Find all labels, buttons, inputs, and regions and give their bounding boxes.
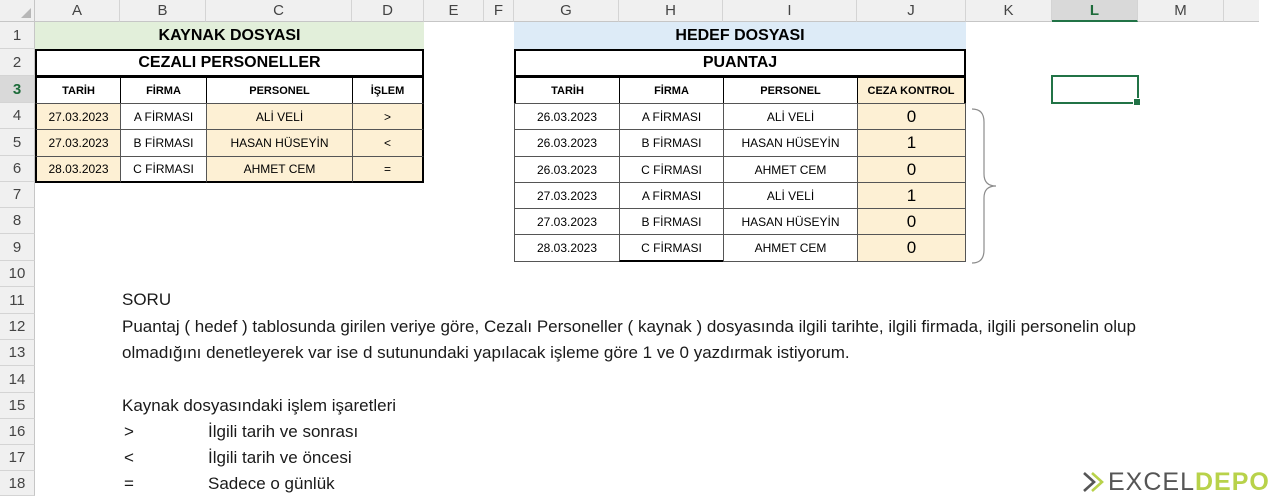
target-cell-personel[interactable]: ALİ VELİ	[723, 103, 858, 130]
row-header-18[interactable]: 18	[0, 471, 35, 496]
legend-text: İlgili tarih ve öncesi	[208, 448, 352, 467]
target-cell-firma[interactable]: A FİRMASI	[619, 182, 724, 209]
legend-symbol: =	[124, 474, 134, 493]
select-all-corner[interactable]	[0, 0, 35, 22]
target-cell-ceza-kontrol[interactable]: 1	[857, 182, 966, 209]
target-header-ceza-kontrol: CEZA KONTROL	[857, 77, 966, 104]
target-cell-tarih[interactable]: 28.03.2023	[514, 234, 620, 262]
source-cell-personel[interactable]: HASAN HÜSEYİN	[206, 129, 353, 157]
source-cell-firma[interactable]: B FİRMASI	[120, 129, 207, 157]
target-cell-personel[interactable]: AHMET CEM	[723, 234, 858, 262]
legend-text: Sadece o günlük	[208, 474, 335, 493]
column-header-f[interactable]: F	[484, 0, 514, 22]
question-label: SORU	[122, 290, 172, 309]
question-line-1: Puantaj ( hedef ) tablosunda girilen veriye göre, Cezalı Personeller ( kaynak ) dosyasında ilgili tarihte, ilgili firmada, ilgili personelin olup	[122, 317, 1136, 336]
row-header-6[interactable]: 6	[0, 156, 35, 182]
target-cell-firma[interactable]: B FİRMASI	[619, 129, 724, 157]
target-cell-tarih[interactable]: 26.03.2023	[514, 129, 620, 157]
source-cell-islem[interactable]: >	[352, 103, 424, 130]
logo-mark-icon	[1082, 471, 1108, 493]
row-header-3[interactable]: 3	[0, 76, 35, 103]
column-header-b[interactable]: B	[120, 0, 206, 22]
source-cell-tarih[interactable]: 28.03.2023	[35, 156, 121, 183]
column-header-m[interactable]: M	[1138, 0, 1224, 22]
row-header-11[interactable]: 11	[0, 287, 35, 314]
target-header-firma: FİRMA	[619, 77, 724, 104]
legend-text: İlgili tarih ve sonrası	[208, 422, 359, 441]
row-header-17[interactable]: 17	[0, 445, 35, 471]
column-header-a[interactable]: A	[35, 0, 120, 22]
source-banner: KAYNAK DOSYASI	[35, 22, 424, 49]
target-cell-tarih[interactable]: 26.03.2023	[514, 156, 620, 183]
column-header-h[interactable]: H	[619, 0, 723, 22]
row-header-10[interactable]: 10	[0, 261, 35, 287]
target-cell-tarih[interactable]: 27.03.2023	[514, 182, 620, 209]
source-header-firma: FİRMA	[120, 77, 207, 104]
row-header-15[interactable]: 15	[0, 393, 35, 419]
source-cell-tarih[interactable]: 27.03.2023	[35, 103, 121, 130]
source-header-tarih: TARİH	[35, 77, 121, 104]
target-banner: HEDEF DOSYASI	[514, 22, 966, 49]
source-table-title: CEZALI PERSONELLER	[35, 49, 424, 77]
source-cell-firma[interactable]: A FİRMASI	[120, 103, 207, 130]
row-header-14[interactable]: 14	[0, 366, 35, 393]
row-header-4[interactable]: 4	[0, 103, 35, 129]
right-brace-icon	[970, 106, 1000, 266]
target-cell-tarih[interactable]: 26.03.2023	[514, 103, 620, 130]
row-header-7[interactable]: 7	[0, 182, 35, 208]
target-cell-firma[interactable]: C FİRMASI	[619, 156, 724, 183]
legend-symbol: >	[124, 422, 134, 441]
source-header-personel: PERSONEL	[206, 77, 353, 104]
target-cell-personel[interactable]: HASAN HÜSEYİN	[723, 208, 858, 235]
column-header-partial	[1224, 0, 1259, 22]
source-cell-firma[interactable]: C FİRMASI	[120, 156, 207, 183]
target-cell-ceza-kontrol[interactable]: 0	[857, 234, 966, 262]
row-header-16[interactable]: 16	[0, 419, 35, 445]
target-cell-ceza-kontrol[interactable]: 0	[857, 103, 966, 130]
column-header-l[interactable]: L	[1052, 0, 1138, 22]
column-header-d[interactable]: D	[352, 0, 424, 22]
row-header-2[interactable]: 2	[0, 49, 35, 76]
row-header-9[interactable]: 9	[0, 234, 35, 261]
target-table-title: PUANTAJ	[514, 49, 966, 77]
active-cell-l3[interactable]	[1051, 75, 1139, 104]
target-header-personel: PERSONEL	[723, 77, 858, 104]
target-cell-firma[interactable]: C FİRMASI	[619, 234, 724, 262]
column-header-e[interactable]: E	[424, 0, 484, 22]
target-cell-ceza-kontrol[interactable]: 0	[857, 208, 966, 235]
target-cell-personel[interactable]: AHMET CEM	[723, 156, 858, 183]
target-cell-tarih[interactable]: 27.03.2023	[514, 208, 620, 235]
row-header-8[interactable]: 8	[0, 208, 35, 234]
column-header-i[interactable]: I	[723, 0, 857, 22]
legend-title: Kaynak dosyasındaki işlem işaretleri	[122, 396, 397, 415]
source-header-islem: İŞLEM	[352, 77, 424, 104]
source-cell-personel[interactable]: AHMET CEM	[206, 156, 353, 183]
source-cell-islem[interactable]: =	[352, 156, 424, 183]
row-header-5[interactable]: 5	[0, 129, 35, 156]
logo-text-depo: DEPO	[1194, 467, 1270, 496]
legend-symbol: <	[124, 448, 134, 467]
row-header-13[interactable]: 13	[0, 340, 35, 366]
source-cell-tarih[interactable]: 27.03.2023	[35, 129, 121, 157]
fill-handle[interactable]	[1133, 98, 1141, 106]
excel-depo-logo	[1082, 468, 1270, 496]
target-header-tarih: TARİH	[514, 77, 620, 104]
column-header-j[interactable]: J	[857, 0, 966, 22]
target-cell-personel[interactable]: ALİ VELİ	[723, 182, 858, 209]
target-cell-personel[interactable]: HASAN HÜSEYİN	[723, 129, 858, 157]
target-cell-firma[interactable]: A FİRMASI	[619, 103, 724, 130]
column-header-k[interactable]: K	[966, 0, 1052, 22]
question-line-2: olmadığını denetleyerek var ise d sutunundaki yapılacak işleme göre 1 ve 0 yazdırmak istiyorum.	[122, 343, 850, 362]
target-cell-ceza-kontrol[interactable]: 0	[857, 156, 966, 183]
column-header-g[interactable]: G	[514, 0, 619, 22]
row-header-1[interactable]: 1	[0, 22, 35, 49]
target-cell-ceza-kontrol[interactable]: 1	[857, 129, 966, 157]
target-cell-firma[interactable]: B FİRMASI	[619, 208, 724, 235]
row-header-12[interactable]: 12	[0, 314, 35, 340]
logo-text-excel: EXCEL	[1108, 467, 1195, 496]
source-cell-personel[interactable]: ALİ VELİ	[206, 103, 353, 130]
column-header-c[interactable]: C	[206, 0, 352, 22]
source-cell-islem[interactable]: <	[352, 129, 424, 157]
